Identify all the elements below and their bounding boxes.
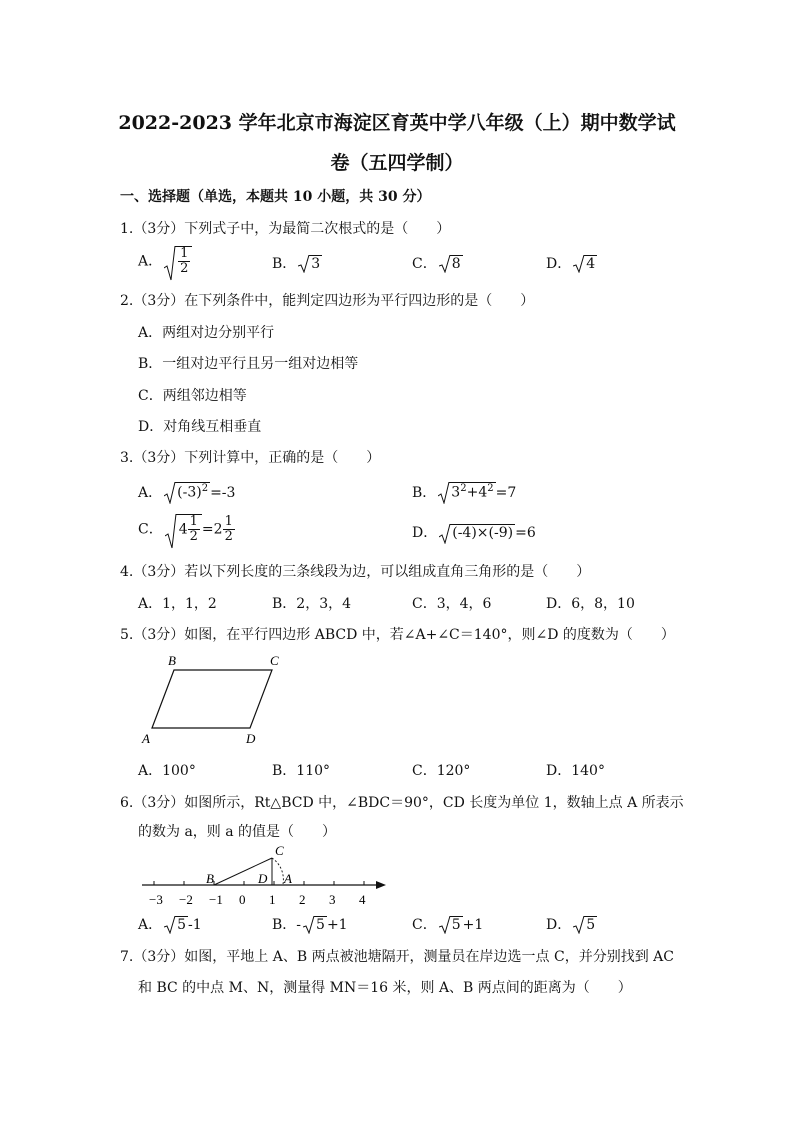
label-c: C bbox=[270, 653, 279, 668]
q3-option-a: A． $(-3)^2 =-3$ bbox=[138, 482, 235, 502]
page-title-line1: 2022-2023 学年北京市海淀区育英中学八年级（上）期中数学试 bbox=[118, 112, 676, 134]
q7-stem-line2: 和 BC 的中点 M、N，测量得 MN＝16 米，则 A、B 两点间的距离为（ ） bbox=[138, 980, 632, 996]
q1-option-d: D． 4 bbox=[546, 256, 596, 272]
q3-stem: 3.（3分）下列计算中，正确的是（ ） bbox=[120, 450, 381, 466]
tick-label: 1 bbox=[269, 892, 276, 907]
q6-option-a: A． 5 -1 bbox=[138, 917, 202, 933]
label-b: B bbox=[206, 871, 214, 886]
label-c: C bbox=[275, 843, 284, 858]
q3-option-b: B． $3^2+4^2 =7$ bbox=[412, 482, 516, 502]
q6-option-b: B．- 5 +1 bbox=[272, 917, 348, 933]
q6-stem-line1: 6.（3分）如图所示，Rt△BCD 中，∠BDC＝90°，CD 长度为单位 1，数轴上点 A 所表示 bbox=[120, 795, 684, 811]
parallelogram-shape bbox=[152, 670, 272, 728]
q5-option-a: A．100° bbox=[138, 763, 196, 779]
q4-option-a: A．1，1，2 bbox=[138, 596, 217, 612]
label-a: A bbox=[142, 731, 150, 746]
label-d: D bbox=[258, 871, 268, 886]
page-title-line2: 卷（五四学制） bbox=[330, 152, 464, 174]
q2-option-d: D．对角线互相垂直 bbox=[138, 419, 262, 435]
q6-option-d: D． 5 bbox=[546, 917, 596, 933]
q1-option-a: A． $\frac{1}{2}$ bbox=[138, 246, 192, 276]
q5-option-d: D．140° bbox=[546, 763, 605, 779]
label-d: D bbox=[246, 731, 256, 746]
q4-option-c: C．3，4，6 bbox=[412, 596, 492, 612]
q6-option-c: C． 5 +1 bbox=[412, 917, 484, 933]
number-line-figure bbox=[134, 840, 394, 910]
q4-option-b: B．2，3，4 bbox=[272, 596, 352, 612]
tick-label: −3 bbox=[149, 892, 163, 907]
tick-label: 4 bbox=[359, 892, 366, 907]
label-a: A bbox=[284, 871, 292, 886]
parallelogram-figure bbox=[130, 650, 290, 750]
axis-arrow bbox=[376, 881, 386, 889]
tick-label: −1 bbox=[209, 892, 223, 907]
q5-option-c: C．120° bbox=[412, 763, 471, 779]
q1-option-b: B． 3 bbox=[272, 256, 321, 272]
q2-stem: 2.（3分）在下列条件中，能判定四边形为平行四边形的是（ ） bbox=[120, 293, 535, 309]
arc-ca bbox=[272, 858, 283, 884]
q1-option-c: C． 8 bbox=[412, 256, 461, 272]
q5-stem: 5.（3分）如图，在平行四边形 ABCD 中，若∠A+∠C＝140°，则∠D 的度数为（ ） bbox=[120, 627, 675, 643]
section-heading: 一、选择题（单选，本题共 10 小题，共 30 分） bbox=[120, 189, 431, 205]
tick-label: 2 bbox=[299, 892, 306, 907]
q3-option-c: C． 4 $\frac{1}{2}$ =2 $\frac{1}{2}$ bbox=[138, 514, 235, 544]
q3-option-d: D． (-4)×(-9) =6 bbox=[412, 525, 536, 541]
tick-label: 3 bbox=[329, 892, 336, 907]
q2-option-c: C．两组邻边相等 bbox=[138, 388, 247, 404]
q2-option-a: A．两组对边分别平行 bbox=[138, 325, 275, 341]
label-b: B bbox=[168, 653, 176, 668]
q2-option-b: B．一组对边平行且另一组对边相等 bbox=[138, 356, 359, 372]
q6-stem-line2: 的数为 a，则 a 的值是（ ） bbox=[138, 824, 337, 840]
tick-label: 0 bbox=[239, 892, 246, 907]
q5-option-b: B．110° bbox=[272, 763, 331, 779]
q4-option-d: D．6，8，10 bbox=[546, 596, 635, 612]
q7-stem-line1: 7.（3分）如图，平地上 A、B 两点被池塘隔开，测量员在岸边选一点 C，并分别找到 AC bbox=[120, 949, 674, 965]
q1-stem: 1.（3分）下列式子中，为最简二次根式的是（ ） bbox=[120, 221, 451, 237]
tick-label: −2 bbox=[179, 892, 193, 907]
q4-stem: 4.（3分）若以下列长度的三条线段为边，可以组成直角三角形的是（ ） bbox=[120, 564, 591, 580]
